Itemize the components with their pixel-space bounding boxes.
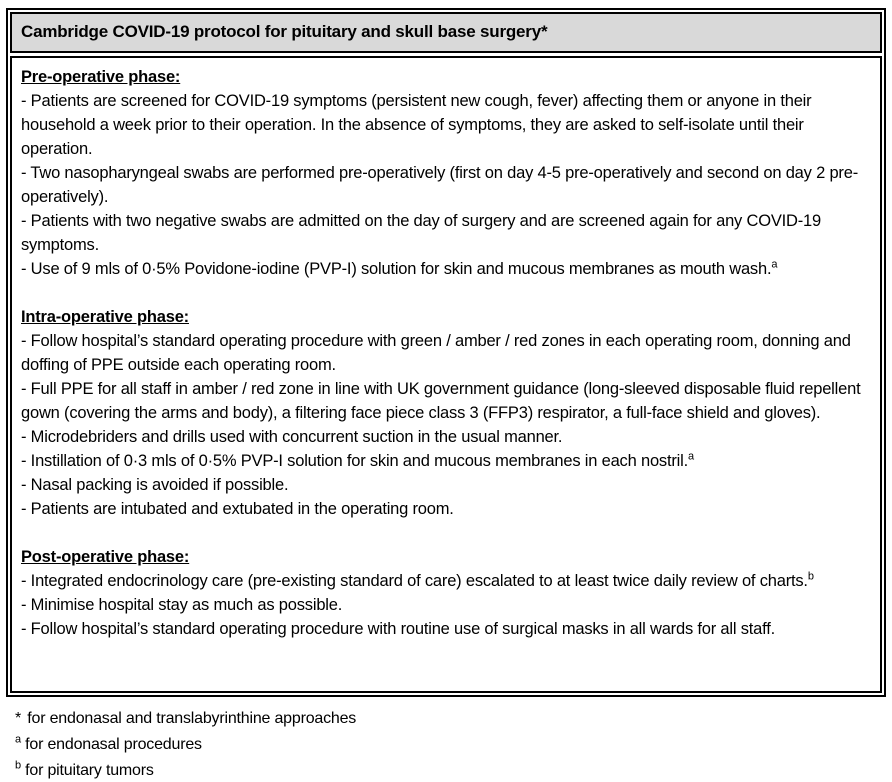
table-title: Cambridge COVID-19 protocol for pituitary and skull base surgery*	[21, 22, 548, 41]
protocol-item: - Patients with two negative swabs are admitted on the day of surgery and are screened again for any COVID-19 symptoms.	[21, 212, 821, 254]
protocol-item: - Integrated endocrinology care (pre-existing standard of care) escalated to at least twice daily review of charts.$^b$	[21, 570, 814, 590]
protocol-item: - Follow hospital’s standard operating procedure with routine use of surgical masks in all wards for all staff.	[21, 620, 775, 638]
footnote-marker: *	[15, 710, 22, 727]
footnote-ref: a	[687, 450, 694, 463]
protocol-item: - Minimise hospital stay as much as possible.	[21, 596, 343, 614]
table-header-row	[10, 12, 882, 53]
protocol-table	[6, 8, 886, 697]
footnote-ref: b	[807, 570, 814, 583]
footnote: $^b$ for pituitary tumors	[15, 759, 154, 779]
footnotes	[6, 697, 886, 780]
protocol-section	[21, 545, 871, 641]
footnote: * for endonasal and translabyrinthine approaches	[15, 710, 357, 727]
protocol-section	[21, 305, 871, 521]
section-heading: Post-operative phase:	[21, 548, 190, 566]
protocol-item: - Use of 9 mls of 0·5% Povidone-iodine (PVP-I) solution for skin and mucous membranes as mouth wash.$^a$	[21, 258, 778, 278]
protocol-item: - Patients are screened for COVID-19 symptoms (persistent new cough, fever) affecting them or anyone in their household a week prior to their operation. In the absence of symptoms, they are asked to self-isolate until their operation.	[21, 92, 812, 158]
protocol-item: - Follow hospital’s standard operating procedure with green / amber / red zones in each operating room, donning and doffing of PPE outside each operating room.	[21, 332, 851, 374]
protocol-item: - Patients are intubated and extubated in the operating room.	[21, 500, 454, 518]
protocol-item: - Two nasopharyngeal swabs are performed pre-operatively (first on day 4-5 pre-operatively and second on day 2 pre-operatively).	[21, 164, 858, 206]
protocol-item: - Full PPE for all staff in amber / red zone in line with UK government guidance (long-sleeved disposable fluid repellent gown (covering the arms and body), a filtering face piece class 3 (FFP3) respirator, a full-face shield and gloves).	[21, 380, 861, 422]
protocol-item: - Nasal packing is avoided if possible.	[21, 476, 289, 494]
footnote-marker: b	[15, 759, 21, 772]
footnote: $^a$ for endonasal procedures	[15, 733, 202, 753]
footnote-marker: a	[15, 733, 21, 746]
footnote-ref: a	[771, 258, 778, 271]
protocol-item: - Microdebriders and drills used with concurrent suction in the usual manner.	[21, 428, 563, 446]
section-heading: Intra-operative phase:	[21, 308, 189, 326]
table-body-row	[10, 56, 882, 693]
protocol-item: - Instillation of 0·3 mls of 0·5% PVP-I solution for skin and mucous membranes in each nostril.$^a$	[21, 450, 694, 470]
section-heading: Pre-operative phase:	[21, 68, 181, 86]
protocol-section	[21, 65, 871, 281]
